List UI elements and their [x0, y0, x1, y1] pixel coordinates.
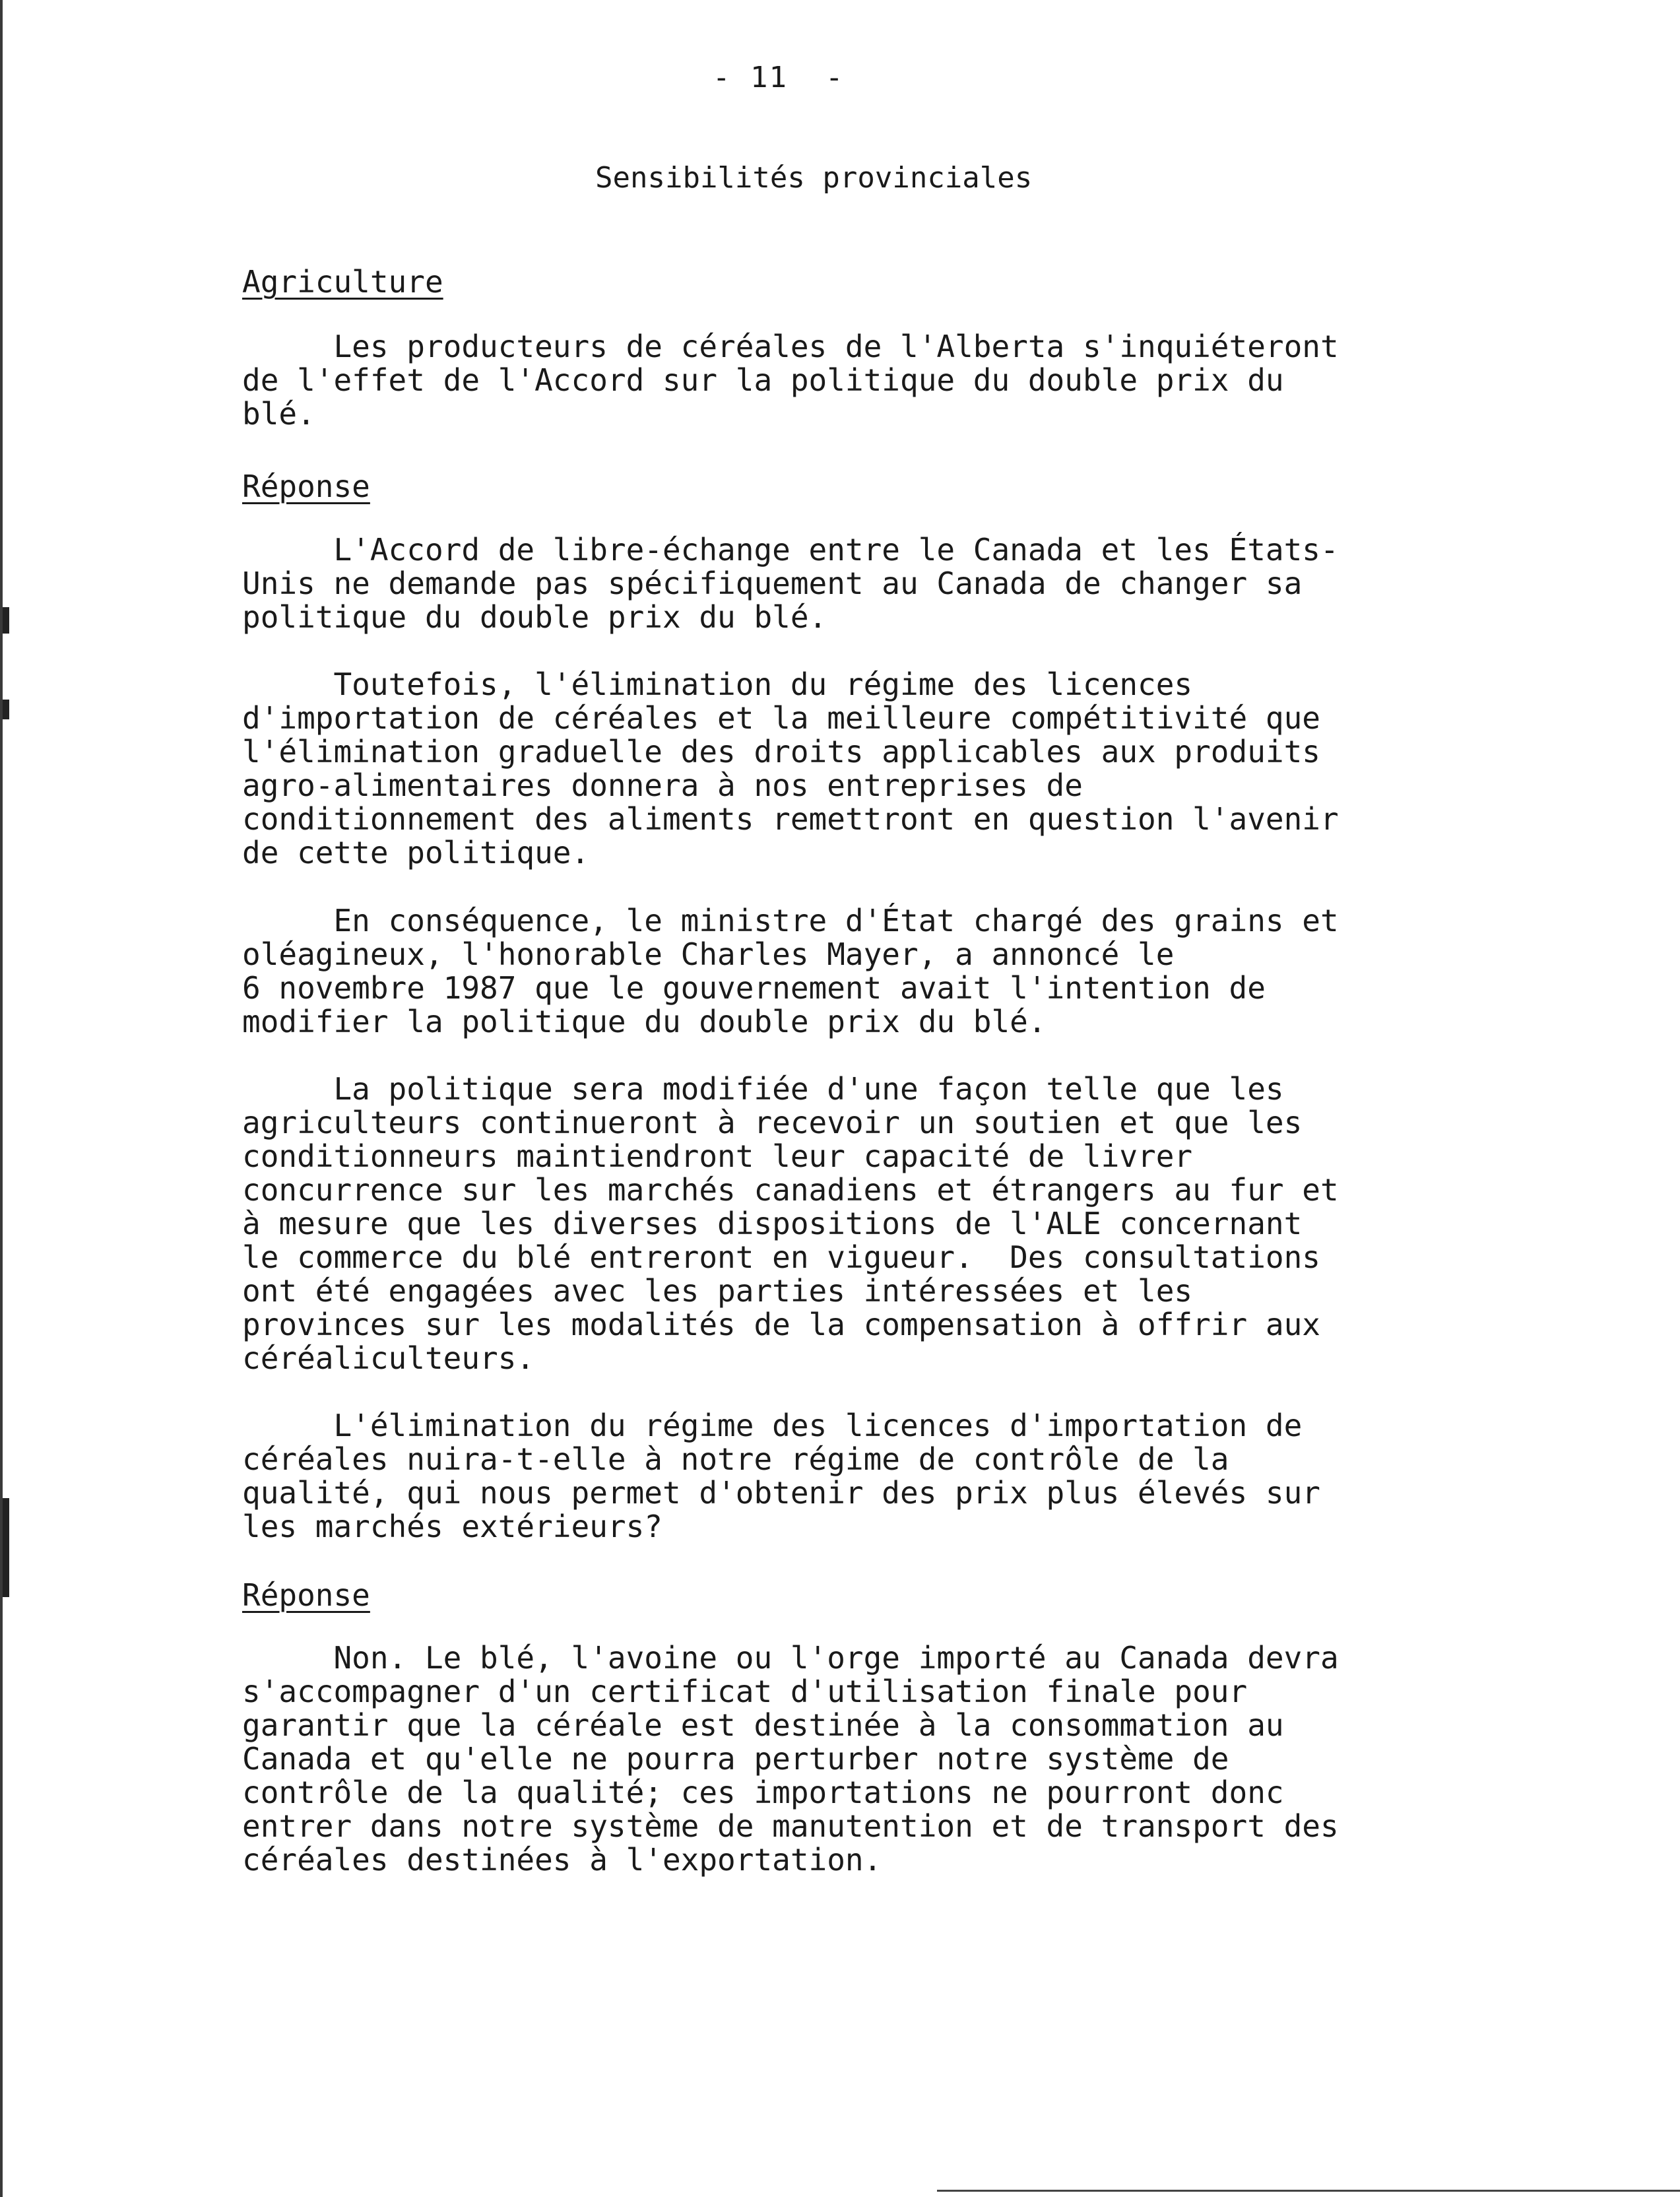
section-heading-reponse-1: Réponse	[242, 469, 370, 504]
scan-mark	[3, 1498, 9, 1597]
section-heading-reponse-2: Réponse	[242, 1577, 370, 1613]
paragraph-6: L'élimination du régime des licences d'importation de céréales nuira-t-elle à notre régime de contrôle de la qualité, qui nous permet d'obtenir des prix plus élevés sur les marchés extérieurs?	[242, 1408, 1320, 1544]
paragraph-3: Toutefois, l'élimination du régime des licences d'importation de céréales et la meilleure compétitivité que l'élimination graduelle des droits applicables aux produits agro-alimentaires donnera à nos entreprises de conditionnement des aliments remettront en question l'avenir de cette politique.	[242, 667, 1339, 870]
scan-bottom-rule	[937, 2190, 1680, 2192]
scan-mark	[3, 700, 9, 719]
page-number: - 11 -	[713, 61, 845, 94]
paragraph-1: Les producteurs de céréales de l'Alberta s'inquiéteront de l'effet de l'Accord sur la politique du double prix du blé.	[242, 329, 1339, 432]
scan-left-edge	[0, 0, 3, 2197]
paragraph-2: L'Accord de libre-échange entre le Canada et les États- Unis ne demande pas spécifiquement au Canada de changer sa politique du double prix du blé.	[242, 532, 1339, 635]
paragraph-4: En conséquence, le ministre d'État chargé des grains et oléagineux, l'honorable Charles Mayer, a annoncé le 6 novembre 1987 que le gouvernement avait l'intention de modifier la politique du double prix du blé.	[242, 903, 1339, 1039]
page-title: Sensibilités provinciales	[595, 161, 1033, 195]
paragraph-5: La politique sera modifiée d'une façon telle que les agriculteurs continueront à recevoir un soutien et que les conditionneurs maintiendront leur capacité de livrer concurrence sur les marchés canadiens et étrangers au fur et à mesure que les diverses dispositions de l'ALE concernant le commerce du blé entreront en vigueur. Des consultations ont été engagées avec les parties intéressées et les provinces sur les modalités de la compensation à offrir aux céréaliculteurs.	[242, 1071, 1339, 1376]
scan-mark	[3, 607, 9, 634]
paragraph-7: Non. Le blé, l'avoine ou l'orge importé au Canada devra s'accompagner d'un certificat d'utilisation finale pour garantir que la céréale est destinée à la consommation au Canada et qu'elle ne pourra perturber notre système de contrôle de la qualité; ces importations ne pourront donc entrer dans notre système de manutention et de transport des céréales destinées à l'exportation.	[242, 1640, 1339, 1878]
section-heading-agriculture: Agriculture	[242, 264, 443, 300]
